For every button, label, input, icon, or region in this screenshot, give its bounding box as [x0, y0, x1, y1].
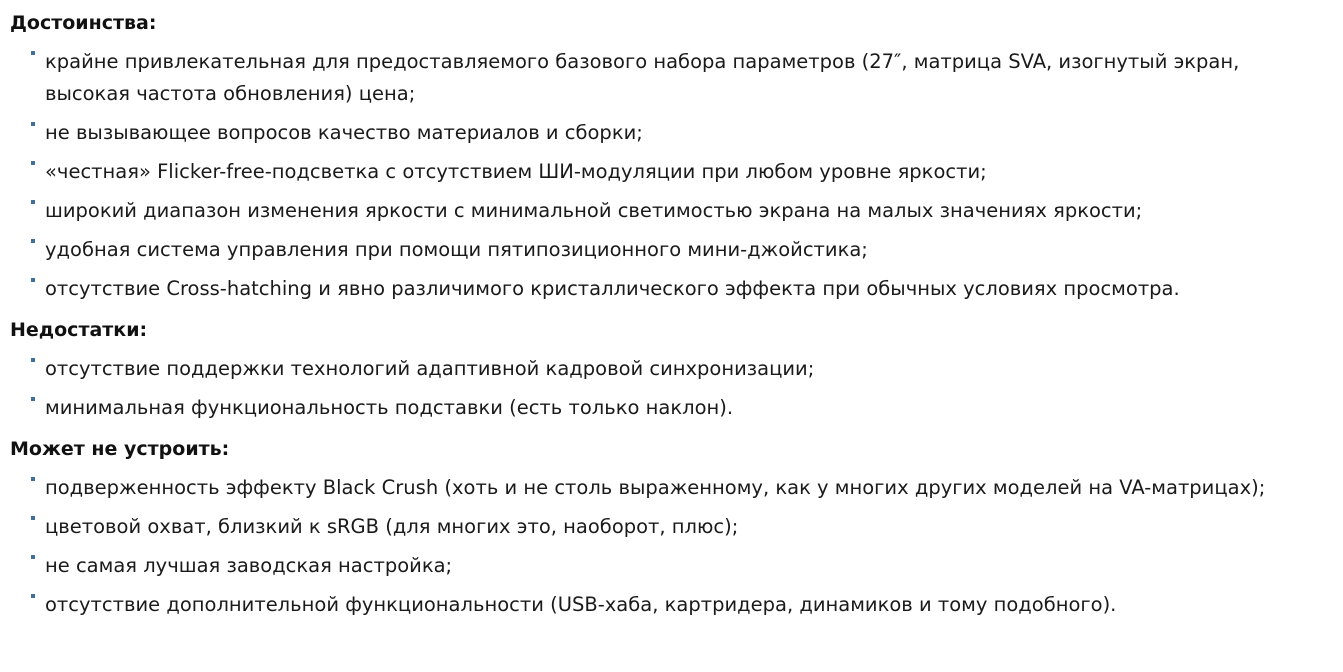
square-bullet-icon: [31, 161, 35, 165]
square-bullet-icon: [31, 358, 35, 362]
list-item: [10, 273, 1329, 305]
list-item: [10, 46, 1329, 110]
list-item: [10, 353, 1329, 385]
caveats-list: [10, 472, 1329, 621]
list-item-text: цветовой охват, близкий к sRGB (для многих это, наоборот, плюс);: [45, 515, 739, 538]
square-bullet-icon: [31, 594, 35, 598]
list-item-text: удобная система управления при помощи пятипозиционного мини-джойстика;: [45, 238, 868, 261]
list-item: [10, 589, 1329, 621]
list-item-text: отсутствие поддержки технологий адаптивной кадровой синхронизации;: [45, 357, 815, 380]
square-bullet-icon: [31, 51, 35, 55]
list-item-text: подверженность эффекту Black Crush (хоть и не столь выраженному, как у многих других моделей на VA-матрицах);: [45, 476, 1266, 499]
list-item: [10, 156, 1329, 188]
list-item-text: широкий диапазон изменения яркости с минимальной светимостью экрана на малых значениях яркости;: [45, 199, 1143, 222]
section-pros: [10, 10, 1329, 305]
list-item: [10, 195, 1329, 227]
list-item-text: «честная» Flicker-free-подсветка с отсутствием ШИ-модуляции при любом уровне яркости;: [45, 160, 987, 183]
square-bullet-icon: [31, 555, 35, 559]
section-cons: [10, 317, 1329, 424]
section-title-cons: Недостатки:: [10, 319, 148, 341]
section-title-caveats: Может не устроить:: [10, 438, 230, 460]
square-bullet-icon: [31, 397, 35, 401]
list-item-text: отсутствие Cross-hatching и явно различимого кристаллического эффекта при обычных условиях просмотра.: [45, 277, 1180, 300]
pros-list: [10, 46, 1329, 305]
square-bullet-icon: [31, 122, 35, 126]
list-item: [10, 472, 1329, 504]
square-bullet-icon: [31, 239, 35, 243]
square-bullet-icon: [31, 278, 35, 282]
section-title-pros: Достоинства:: [10, 12, 157, 34]
list-item-text: отсутствие дополнительной функциональности (USB-хаба, картридера, динамиков и тому подобного).: [45, 593, 1117, 616]
list-item: [10, 511, 1329, 543]
list-item: [10, 392, 1329, 424]
square-bullet-icon: [31, 477, 35, 481]
list-item-text: крайне привлекательная для предоставляемого базового набора параметров (27″, матрица SVA, изогнутый экран, высокая частота обновления) цена;: [45, 50, 1240, 105]
cons-list: [10, 353, 1329, 424]
list-item: [10, 234, 1329, 266]
list-item-text: не вызывающее вопросов качество материалов и сборки;: [45, 121, 643, 144]
list-item: [10, 117, 1329, 149]
section-caveats: [10, 436, 1329, 621]
list-item: [10, 550, 1329, 582]
square-bullet-icon: [31, 516, 35, 520]
square-bullet-icon: [31, 200, 35, 204]
list-item-text: не самая лучшая заводская настройка;: [45, 554, 453, 577]
list-item-text: минимальная функциональность подставки (есть только наклон).: [45, 396, 734, 419]
